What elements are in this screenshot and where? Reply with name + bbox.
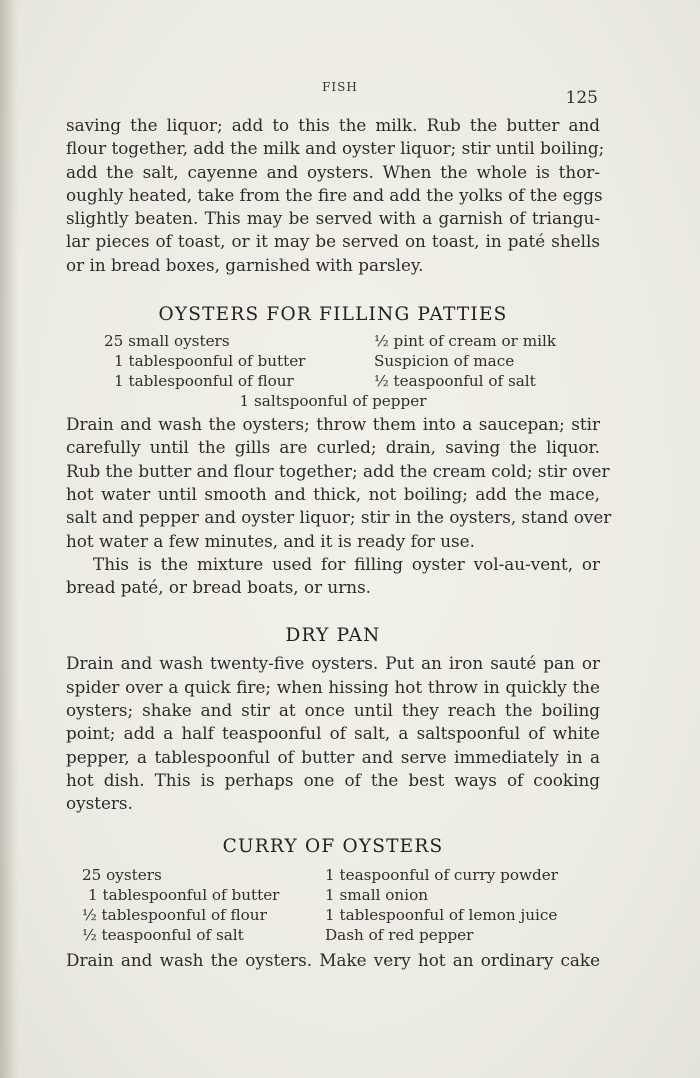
page-content <box>66 114 612 972</box>
text-line: hot dish. This is perhaps one of the best ways of cooking <box>66 769 600 790</box>
ingredient: ½ teaspoonful of salt <box>374 372 536 391</box>
ingredient-row <box>104 331 600 351</box>
section-title-patties: OYSTERS FOR FILLING PATTIES <box>158 304 508 326</box>
text-line: oughly heated, take from the fire and add the yolks of the eggs <box>66 184 603 205</box>
text-line: or in bread boxes, garnished with parsley. <box>66 254 424 275</box>
gutter-shadow <box>0 0 18 1078</box>
page-number: 125 <box>565 88 598 108</box>
ingredient-row <box>104 371 600 391</box>
ingredient-row <box>82 925 600 945</box>
text-line: saving the liquor; add to this the milk. Rub the butter and <box>66 115 600 135</box>
text-line: salt and pepper and oyster liquor; stir in the oysters, stand over <box>66 507 612 528</box>
text-line: Rub the butter and flour together; add the cream cold; stir over <box>66 460 610 481</box>
ingredient: 1 small onion <box>325 885 428 904</box>
ingredient: ½ teaspoonful of salt <box>82 925 244 944</box>
text-line: oysters; shake and stir at once until they reach the boiling <box>66 700 600 721</box>
text-line: point; add a half teaspoonful of salt, a saltspoonful of white <box>66 723 600 744</box>
section-title-curry: CURRY OF OYSTERS <box>222 835 444 857</box>
ingredient: ½ pint of cream or milk <box>374 332 557 351</box>
section-title-dry-pan: DRY PAN <box>285 625 381 647</box>
text-line: hot water until smooth and thick, not boiling; add the mace, <box>66 483 600 504</box>
intro-paragraph <box>66 114 605 277</box>
ingredient: 1 tablespoonful of butter <box>114 352 306 371</box>
text-line: pepper, a tablespoonful of butter and serve immediately in a <box>66 746 600 767</box>
running-head: FISH <box>322 80 358 94</box>
method-paragraph-curry <box>66 949 600 972</box>
ingredient-row <box>82 885 600 905</box>
ingredient: 25 small oysters <box>104 332 230 351</box>
text-line: spider over a quick fire; when hissing hot throw in quickly the <box>66 676 600 697</box>
method-paragraph-patties <box>66 413 612 599</box>
ingredient: ½ tablespoonful of flour <box>82 905 267 924</box>
text-line: hot water a few minutes, and it is ready for use. <box>66 530 475 551</box>
text-line: oysters. <box>66 793 133 814</box>
text-line: slightly beaten. This may be served with a garnish of triangu- <box>66 208 600 229</box>
ingredient: 1 tablespoonful of butter <box>88 885 280 904</box>
ingredient: Dash of red pepper <box>325 925 474 944</box>
ingredient-row <box>82 865 600 885</box>
ingredient: 1 tablespoonful of lemon juice <box>325 905 558 924</box>
text-line: flour together, add the milk and oyster liquor; stir until boiling; <box>66 138 605 159</box>
text-line: Drain and wash the oysters. Make very hot an ordinary cake <box>66 949 600 970</box>
text-line: carefully until the gills are curled; drain, saving the liquor. <box>66 437 600 458</box>
method-paragraph-dry-pan <box>66 652 600 815</box>
text-line: bread paté, or bread boats, or urns. <box>66 577 372 598</box>
ingredient-row <box>104 351 600 371</box>
ingredient: 1 saltspoonful of pepper <box>239 392 427 411</box>
text-line: This is the mixture used for filling oyster vol-au-vent, or <box>93 553 600 574</box>
ingredients-list-patties <box>66 331 600 411</box>
text-line: lar pieces of toast, or it may be served on toast, in paté shells <box>66 231 600 252</box>
ingredient: 1 tablespoonful of flour <box>114 372 294 391</box>
text-line: add the salt, cayenne and oysters. When the whole is thor- <box>66 161 600 182</box>
ingredient: 1 teaspoonful of curry powder <box>325 865 558 884</box>
ingredient: Suspicion of mace <box>374 352 515 371</box>
text-line: Drain and wash the oysters; throw them into a saucepan; stir <box>66 414 600 435</box>
ingredient: 25 oysters <box>82 865 162 884</box>
ingredient-row <box>82 905 600 925</box>
ingredients-list-curry <box>66 865 600 945</box>
text-line: Drain and wash twenty-five oysters. Put an iron sauté pan or <box>66 653 600 674</box>
